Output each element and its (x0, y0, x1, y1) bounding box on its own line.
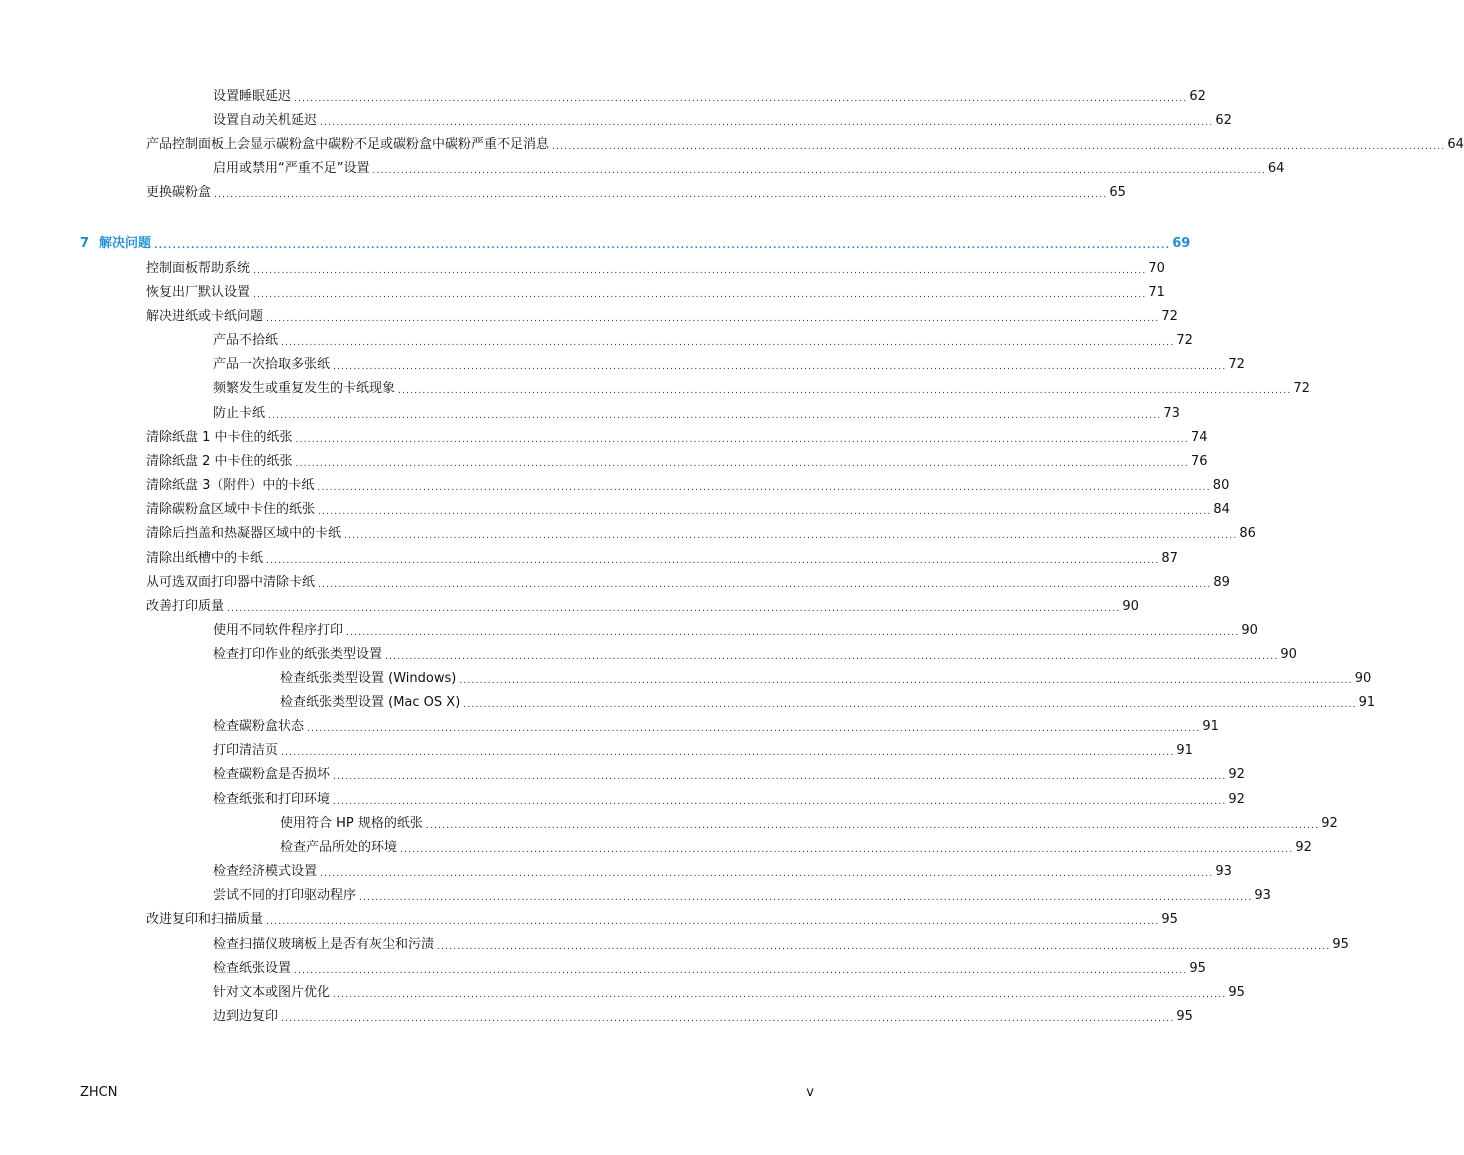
toc-entry-title: 清除碳粉盒区域中卡住的纸张 (146, 502, 316, 517)
dot-leader: ............................................................................................................................................................................................................................ (253, 290, 1147, 300)
toc-entry-title: 检查碳粉盒是否损坏 (213, 767, 331, 782)
toc-entry[interactable] (146, 477, 1230, 495)
toc-entry-page: 76 (1190, 454, 1208, 469)
toc-entry-page: 95 (1228, 985, 1245, 1000)
toc-entry[interactable] (146, 550, 1178, 568)
toc-entry-page: 80 (1212, 478, 1230, 493)
toc-entry-title: 设置自动关机延迟 (213, 113, 318, 128)
dot-leader: ............................................................................................................................................................................................................................ (307, 724, 1201, 734)
toc-entry[interactable] (213, 88, 1206, 106)
toc-entry-title: 检查纸张和打印环境 (213, 792, 331, 807)
toc-entry-title: 检查纸张设置 (213, 961, 292, 976)
dot-leader: ............................................................................................................................................................................................................................ (268, 411, 1162, 421)
toc-entry-page: 70 (1148, 261, 1165, 276)
toc-entry[interactable] (213, 1008, 1193, 1026)
toc-entry-title: 恢复出厂默认设置 (146, 285, 251, 300)
toc-entry-page: 93 (1215, 864, 1232, 879)
dot-leader: ............................................................................................................................................................................................................................ (320, 118, 1214, 128)
toc-entry[interactable] (146, 429, 1208, 447)
footer-page-number: v (806, 1085, 814, 1100)
toc-entry-page: 89 (1213, 575, 1230, 590)
toc-entry-title: 打印清洁页 (213, 743, 279, 758)
toc-entry-page: 95 (1161, 912, 1178, 927)
toc-entry-page: 92 (1228, 767, 1245, 782)
toc-entry-page: 71 (1148, 285, 1165, 300)
toc-entry[interactable] (213, 112, 1232, 130)
toc-entry[interactable] (213, 160, 1285, 178)
toc-entry-title: 从可选双面打印器中清除卡纸 (146, 575, 316, 590)
dot-leader: ............................................................................................................................................................................................................................ (346, 628, 1240, 638)
toc-entry-page: 91 (1358, 695, 1376, 710)
dot-leader: ............................................................................................................................................................................................................................ (398, 386, 1292, 396)
toc-entry[interactable] (146, 525, 1256, 543)
dot-leader: ............................................................................................................................................................................................................................ (552, 142, 1446, 152)
dot-leader: ............................................................................................................................................................................................................................ (400, 845, 1294, 855)
toc-entry[interactable] (146, 598, 1139, 616)
toc-entry[interactable] (213, 791, 1245, 809)
toc-entry[interactable] (213, 984, 1245, 1002)
toc-entry-page: 62 (1189, 89, 1206, 104)
toc-entry-title: 清除后挡盖和热凝器区域中的卡纸 (146, 526, 342, 541)
toc-entry[interactable] (213, 332, 1193, 350)
dot-leader: ............................................................................................................................................................................................................................ (253, 266, 1147, 276)
toc-entry-page: 95 (1189, 961, 1206, 976)
dot-leader: ............................................................................................................................................................................................................................ (281, 748, 1175, 758)
toc-entry-title: 更换碳粉盒 (146, 185, 212, 200)
toc-entry-title: 检查产品所处的环境 (280, 840, 398, 855)
toc-entry-page: 62 (1215, 113, 1232, 128)
dot-leader: ............................................................................................................................................................................................................................ (294, 94, 1188, 104)
toc-entry[interactable] (213, 742, 1193, 760)
toc-entry[interactable] (146, 453, 1208, 471)
dot-leader: ............................................................................................................................................................................................................................ (317, 483, 1211, 493)
dot-leader: ............................................................................................................................................................................................................................ (333, 772, 1227, 782)
footer-language-code: ZHCN (80, 1085, 118, 1100)
toc-entry-page: 95 (1332, 937, 1349, 952)
dot-leader: ............................................................................................................................................................................................................................ (463, 700, 1357, 710)
toc-entry-page: 92 (1295, 840, 1312, 855)
toc-entry[interactable] (213, 380, 1310, 398)
toc-entry[interactable] (146, 184, 1126, 202)
toc-entry-title: 产品不拾纸 (213, 333, 279, 348)
toc-entry-title: 检查纸张类型设置 (Mac OS X) (280, 695, 461, 710)
toc-entry-title: 产品控制面板上会显示碳粉盒中碳粉不足或碳粉盒中碳粉严重不足消息 (146, 137, 550, 152)
dot-leader: ............................................................................................................................................................................................................................ (437, 942, 1331, 952)
toc-entry-title: 使用符合 HP 规格的纸张 (280, 816, 423, 831)
toc-entry[interactable] (146, 501, 1230, 519)
dot-leader: ............................................................................................................................................................................................................................ (359, 893, 1253, 903)
toc-entry-title: 使用不同软件程序打印 (213, 623, 344, 638)
dot-leader: ............................................................................................................................................................................................................................ (294, 966, 1188, 976)
toc-entry-title: 尝试不同的打印驱动程序 (213, 888, 357, 903)
toc-entry-title: 清除纸盘 1 中卡住的纸张 (146, 430, 293, 445)
toc-entry-title: 检查纸张类型设置 (Windows) (280, 671, 457, 686)
toc-entry-title: 检查碳粉盒状态 (213, 719, 305, 734)
toc-entry-title: 启用或禁用“严重不足”设置 (213, 161, 370, 176)
toc-entry-title: 解决进纸或卡纸问题 (146, 309, 264, 324)
toc-entry[interactable] (146, 136, 1464, 154)
toc-entry[interactable] (213, 863, 1232, 881)
toc-entry-page: 92 (1228, 792, 1245, 807)
dot-leader: ............................................................................................................................................................................................................................ (281, 338, 1175, 348)
toc-entry-page: 64 (1267, 161, 1285, 176)
toc-entry-title: 边到边复印 (213, 1009, 279, 1024)
chapter-page: 69 (1172, 236, 1191, 251)
dot-leader: ............................................................................................................................................................................................................................ (318, 580, 1212, 590)
dot-leader: ............................................................................................................................................................................................................................ (385, 652, 1279, 662)
toc-entry[interactable] (213, 356, 1245, 374)
toc-entry-title: 清除纸盘 3（附件）中的卡纸 (146, 478, 315, 493)
toc-entry-title: 设置睡眠延迟 (213, 89, 292, 104)
toc-entry-page: 90 (1122, 599, 1139, 614)
toc-entry-title: 改进复印和扫描质量 (146, 912, 264, 927)
dot-leader: ............................................................................................................................................................................................................................ (318, 507, 1212, 517)
toc-entry[interactable] (213, 887, 1271, 905)
dot-leader: ............................................................................................................................................................................................................................ (295, 459, 1189, 469)
dot-leader: ............................................................................................................................................................................................................................ (425, 821, 1320, 831)
toc-entry-page: 84 (1213, 502, 1230, 517)
toc-entry[interactable] (146, 260, 1165, 278)
toc-entry-page: 74 (1190, 430, 1208, 445)
toc-entry-page: 64 (1447, 137, 1464, 152)
dot-leader: ............................................................................................................................................................................................................................ (154, 241, 1171, 251)
dot-leader: ............................................................................................................................................................................................................................ (214, 190, 1108, 200)
toc-entry-title: 检查打印作业的纸张类型设置 (213, 647, 383, 662)
toc-entry[interactable] (213, 766, 1245, 784)
toc-entry-page: 90 (1354, 671, 1372, 686)
dot-leader: ............................................................................................................................................................................................................................ (320, 869, 1214, 879)
dot-leader: ............................................................................................................................................................................................................................ (333, 362, 1227, 372)
dot-leader: ............................................................................................................................................................................................................................ (266, 556, 1160, 566)
toc-entry-page: 86 (1239, 526, 1256, 541)
dot-leader: ............................................................................................................................................................................................................................ (459, 676, 1353, 686)
toc-entry[interactable] (213, 718, 1219, 736)
chapter-title: 解决问题 (99, 236, 152, 251)
dot-leader: ............................................................................................................................................................................................................................ (266, 917, 1160, 927)
toc-entry-title: 防止卡纸 (213, 406, 266, 421)
toc-entry-page: 92 (1321, 816, 1338, 831)
toc-chapter-entry[interactable] (80, 235, 1191, 253)
toc-entry-page: 72 (1176, 333, 1193, 348)
toc-entry-title: 清除纸盘 2 中卡住的纸张 (146, 454, 293, 469)
chapter-number: 7 (80, 236, 90, 251)
dot-leader: ............................................................................................................................................................................................................................ (266, 314, 1160, 324)
toc-entry-title: 检查经济模式设置 (213, 864, 318, 879)
dot-leader: ............................................................................................................................................................................................................................ (372, 166, 1266, 176)
toc-entry[interactable] (213, 960, 1206, 978)
toc-entry[interactable] (213, 646, 1297, 664)
toc-entry[interactable] (213, 405, 1180, 423)
toc-entry-page: 90 (1241, 623, 1258, 638)
toc-entry[interactable] (280, 694, 1376, 712)
toc-entry[interactable] (213, 622, 1258, 640)
toc-entry-page: 91 (1176, 743, 1193, 758)
dot-leader: ............................................................................................................................................................................................................................ (333, 990, 1227, 1000)
toc-entry-page: 65 (1109, 185, 1126, 200)
toc-entry-title: 检查扫描仪玻璃板上是否有灰尘和污渍 (213, 937, 435, 952)
toc-entry-title: 频繁发生或重复发生的卡纸现象 (213, 381, 396, 396)
toc-entry-page: 72 (1293, 381, 1310, 396)
toc-entry[interactable] (146, 308, 1178, 326)
toc-entry-page: 93 (1254, 888, 1271, 903)
dot-leader: ............................................................................................................................................................................................................................ (281, 1014, 1175, 1024)
toc-entry-page: 91 (1202, 719, 1219, 734)
toc-entry[interactable] (146, 284, 1165, 302)
toc-entry[interactable] (280, 815, 1338, 833)
toc-entry-page: 72 (1161, 309, 1178, 324)
toc-entry[interactable] (146, 574, 1230, 592)
dot-leader: ............................................................................................................................................................................................................................ (333, 797, 1227, 807)
toc-entry-page: 73 (1163, 406, 1180, 421)
toc-entry-page: 90 (1280, 647, 1297, 662)
toc-entry-page: 95 (1176, 1009, 1193, 1024)
toc-entry-title: 改善打印质量 (146, 599, 225, 614)
toc-entry-title: 清除出纸槽中的卡纸 (146, 551, 264, 566)
dot-leader: ............................................................................................................................................................................................................................ (344, 531, 1238, 541)
dot-leader: ............................................................................................................................................................................................................................ (227, 604, 1121, 614)
toc-entry[interactable] (146, 911, 1178, 929)
toc-entry-page: 72 (1228, 357, 1245, 372)
toc-entry[interactable] (213, 936, 1349, 954)
toc-entry-title: 针对文本或图片优化 (213, 985, 331, 1000)
dot-leader: ............................................................................................................................................................................................................................ (295, 435, 1189, 445)
toc-entry[interactable] (280, 839, 1312, 857)
toc-entry-title: 控制面板帮助系统 (146, 261, 251, 276)
toc-entry-page: 87 (1161, 551, 1178, 566)
toc-entry[interactable] (280, 670, 1372, 688)
toc-entry-title: 产品一次拾取多张纸 (213, 357, 331, 372)
